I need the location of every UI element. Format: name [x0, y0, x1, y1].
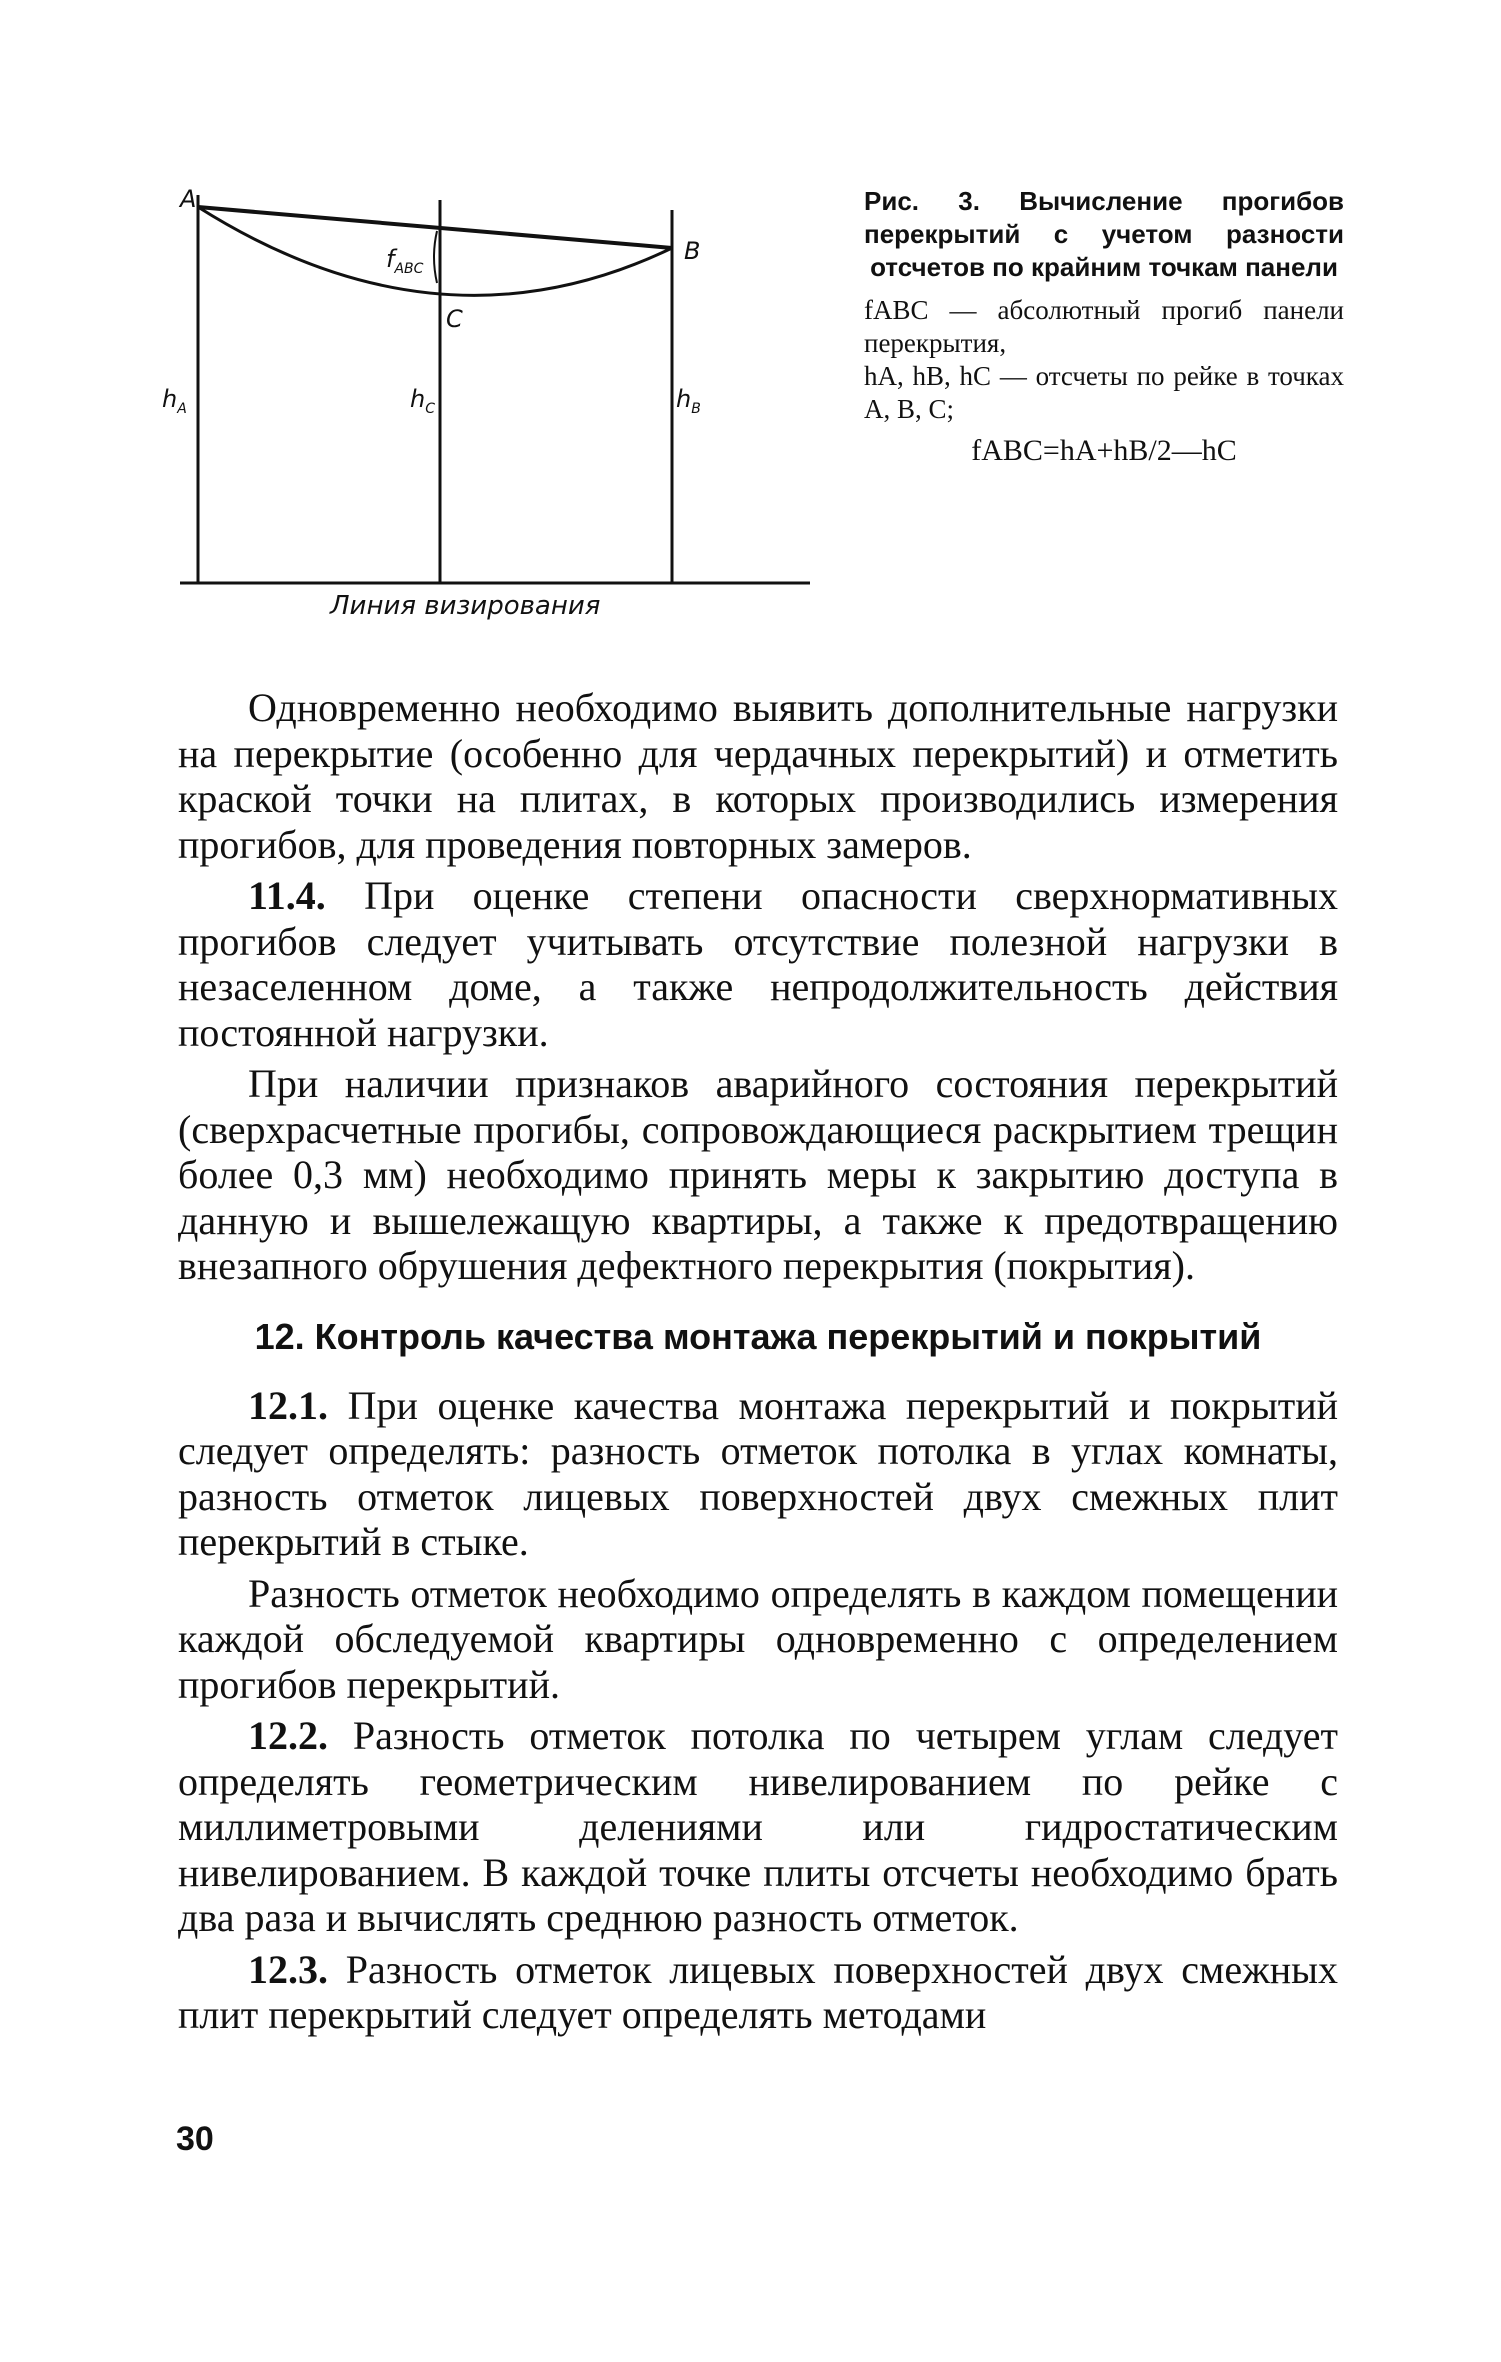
caption-definition-f: fABC — абсолютный прогиб панели перекрытия,	[864, 295, 1344, 358]
label-h-b-sub: B	[691, 400, 701, 417]
paragraph	[178, 873, 1338, 1055]
label-f-abc-main: f	[386, 245, 395, 273]
figure-caption	[864, 185, 1344, 467]
deflection-diagram-drawing	[160, 185, 820, 655]
label-h-c	[410, 385, 435, 417]
label-h-b-main: h	[676, 385, 692, 413]
paragraph	[178, 1383, 1338, 1565]
caption-definition-h: hA, hB, hC — отсчеты по рейке в точках A, B, C;	[864, 361, 1344, 424]
paragraph-text: При оценке качества монтажа перекрытий и покрытий следует определять: разность отметок потолка в углах комнаты, разность отметок лицевых поверхностей двух смежных плит перекрытий в стыке.	[178, 1382, 1339, 1564]
paragraph	[178, 1713, 1338, 1941]
paragraph-text: При оценке степени опасности сверхнормативных прогибов следует учитывать отсутствие полезной нагрузки в незаселенном доме, а также непродолжительность действия постоянной нагрузки.	[178, 873, 1338, 1055]
paragraph: Одновременно необходимо выявить дополнительные нагрузки на перекрытие (особенно для чердачных перекрытий) и отметить краской точки на плитах, в которых производились измерения прогибов, для проведения повторных замеров.	[178, 685, 1338, 867]
caption-formula: fABC=hA+hB/2—hC	[971, 434, 1237, 467]
section-heading: 12. Контроль качества монтажа перекрытий и покрытий	[254, 1315, 1262, 1357]
label-f-abc-sub: ABC	[394, 260, 424, 277]
paragraph: При наличии признаков аварийного состояния перекрытий (сверхрасчетные прогибы, сопровождающиеся раскрытием трещин более 0,3 мм) необходимо принять меры к закрытию доступа в данную и вышележащую квартиры, а также к предотвращению внезапного обрушения дефектного перекрытия (покрытия).	[178, 1061, 1338, 1288]
paragraph: Разность отметок необходимо определять в каждом помещении каждой обследуемой квартиры одновременно с определением прогибов перекрытий.	[178, 1570, 1338, 1707]
label-b: B	[684, 237, 701, 265]
body-text	[178, 685, 1338, 2044]
label-h-b	[676, 385, 701, 417]
label-f-abc	[386, 245, 423, 277]
section-number: 12.1.	[248, 1382, 328, 1428]
label-h-a-main: h	[162, 385, 178, 413]
label-h-c-main: h	[410, 385, 426, 413]
label-c: C	[446, 305, 463, 333]
label-a: A	[180, 185, 197, 213]
sight-line-label: Линия визирования	[330, 591, 601, 621]
label-h-c-sub: C	[425, 400, 435, 417]
paragraph-text: Разность отметок лицевых поверхностей двух смежных плит перекрытий следует определять методами	[178, 1946, 1338, 2037]
page-number: 30	[176, 2120, 214, 2158]
section-number: 11.4.	[248, 873, 326, 918]
figure-caption-title: Рис. 3. Вычисление прогибов перекрытий с учетом разности отсчетов по крайним точкам панели	[864, 186, 1344, 282]
label-h-a-sub: A	[177, 400, 187, 417]
paragraph-text: Разность отметок потолка по четырем углам следует определять геометрическим нивелированием по рейке с миллиметровыми делениями или гидростатическим нивелированием. В каждой точке плиты отсчеты необходимо брать два раза и вычислять среднюю разность отметок.	[178, 1713, 1338, 1940]
label-h-a	[162, 385, 187, 417]
paragraph	[178, 1947, 1338, 2038]
deflection-bracket	[434, 231, 437, 283]
section-number: 12.3.	[248, 1946, 328, 1992]
deflection-diagram	[160, 185, 820, 655]
section-number: 12.2.	[248, 1713, 328, 1758]
